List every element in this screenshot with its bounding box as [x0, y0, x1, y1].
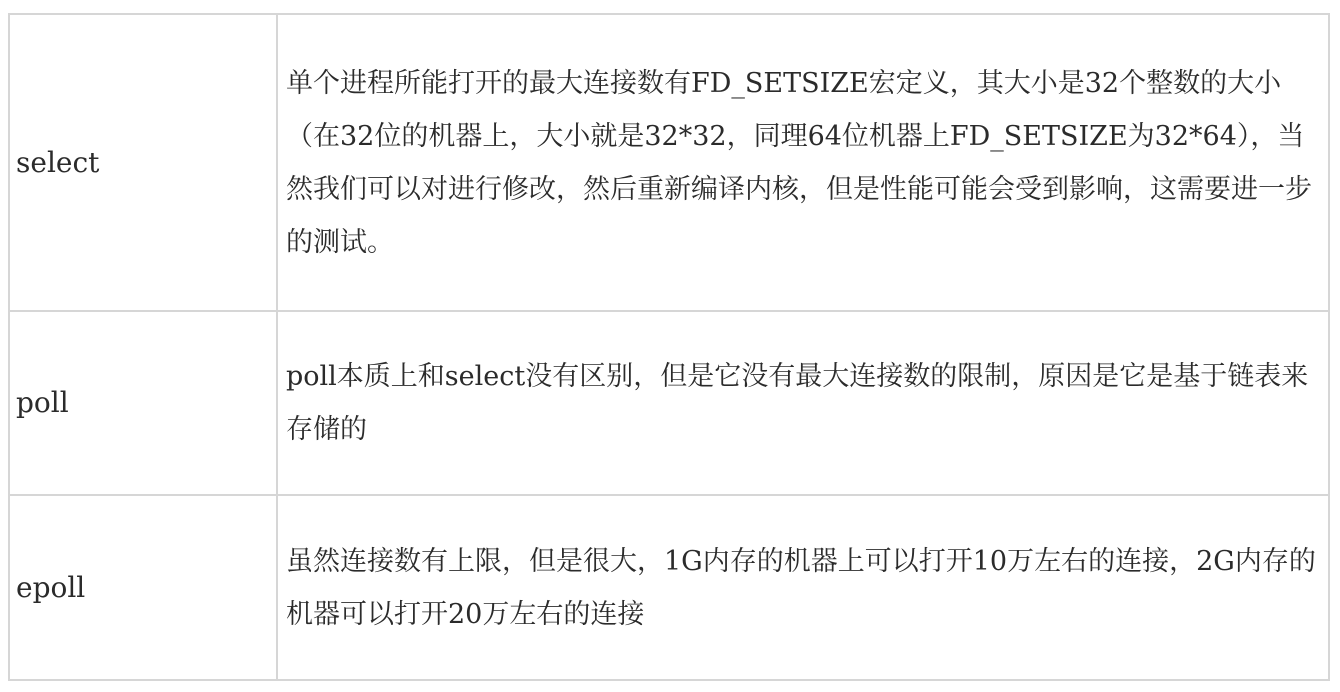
comparison-table-body	[9, 14, 1329, 680]
table-row-epoll	[9, 495, 1329, 680]
model-description-cell: 虽然连接数有上限，但是很大，1G内存的机器上可以打开10万左右的连接，2G内存的机器可以打开20万左右的连接	[277, 495, 1329, 680]
model-description-cell: 单个进程所能打开的最大连接数有FD_SETSIZE宏定义，其大小是32个整数的大小（在32位的机器上，大小就是32*32，同理64位机器上FD_SETSIZE为32*64），当然我们可以对进行修改，然后重新编译内核，但是性能可能会受到影响，这需要进一步的测试。	[277, 14, 1329, 311]
model-name-cell: epoll	[9, 495, 277, 680]
table-row-poll	[9, 311, 1329, 495]
table-row-select	[9, 14, 1329, 311]
comparison-table	[8, 13, 1330, 681]
model-name-cell: select	[9, 14, 277, 311]
model-description-cell: poll本质上和select没有区别，但是它没有最大连接数的限制，原因是它是基于链表来存储的	[277, 311, 1329, 495]
model-name-cell: poll	[9, 311, 277, 495]
